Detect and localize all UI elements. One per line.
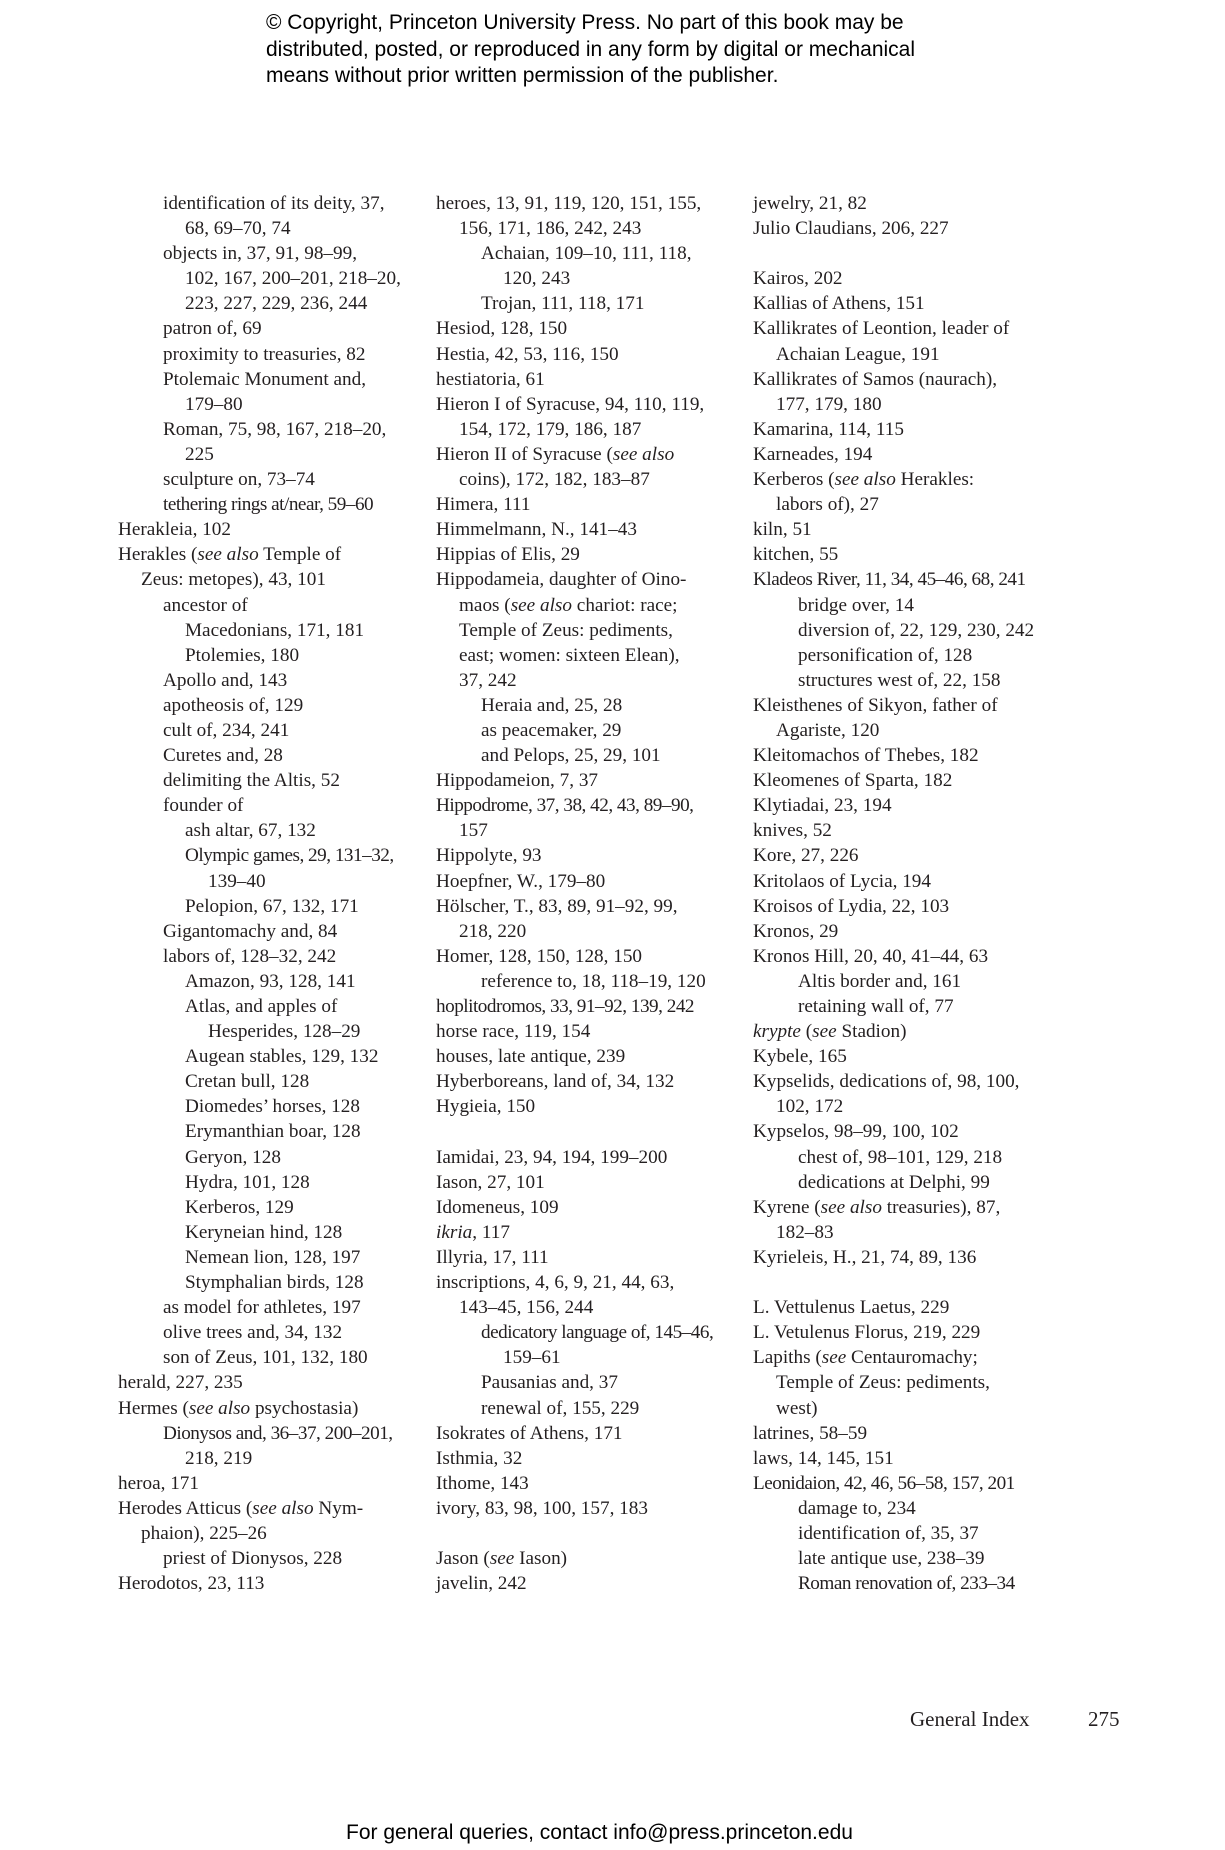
index-entry: Julio Claudians, 206, 227 xyxy=(753,218,949,240)
index-entry: diversion of, 22, 129, 230, 242 xyxy=(798,619,1035,641)
index-entry: Kroisos of Lydia, 22, 103 xyxy=(753,895,950,917)
index-entry: L. Vettulenus Laetus, 229 xyxy=(753,1297,950,1319)
index-entry: 225 xyxy=(185,443,214,465)
index-entry: Roman, 75, 98, 167, 218–20, xyxy=(163,418,387,440)
index-entry: east; women: sixteen Elean), xyxy=(459,644,680,666)
index-entry: Hippias of Elis, 29 xyxy=(436,544,580,566)
index-entry: Himmelmann, N., 141–43 xyxy=(436,519,637,541)
index-entry: Kleitomachos of Thebes, 182 xyxy=(753,745,979,767)
index-entry: Kleisthenes of Sikyon, father of xyxy=(753,694,998,716)
index-entry: Hieron II of Syracuse (see also xyxy=(436,443,675,465)
index-entry: Hoepfner, W., 179–80 xyxy=(436,870,606,892)
index-entry: phaion), 225–26 xyxy=(141,1522,267,1544)
index-entry: Kore, 27, 226 xyxy=(753,845,859,867)
index-entry: ancestor of xyxy=(163,594,248,616)
index-entry: laws, 14, 145, 151 xyxy=(753,1447,894,1469)
index-entry: Hygieia, 150 xyxy=(436,1096,536,1118)
index-entry: Kronos, 29 xyxy=(753,920,839,942)
index-entry: Herodes Atticus (see also Nym- xyxy=(118,1497,364,1519)
index-entry: Achaian, 109–10, 111, 118, xyxy=(481,243,692,265)
running-head: General Index xyxy=(910,1707,1030,1731)
index-entry: Olympic games, 29, 131–32, xyxy=(185,845,394,867)
index-entry: 102, 167, 200–201, 218–20, xyxy=(185,268,401,290)
index-entry: javelin, 242 xyxy=(436,1573,527,1595)
index-entry: knives, 52 xyxy=(753,820,832,842)
index-entry: Kronos Hill, 20, 40, 41–44, 63 xyxy=(753,945,989,967)
index-entry: inscriptions, 4, 6, 9, 21, 44, 63, xyxy=(436,1272,675,1294)
index-entry: Kypselids, dedications of, 98, 100, xyxy=(753,1071,1020,1093)
index-entry: apotheosis of, 129 xyxy=(163,694,304,716)
index-entry: Amazon, 93, 128, 141 xyxy=(185,970,356,992)
index-entry: jewelry, 21, 82 xyxy=(753,193,867,214)
index-entry: cult of, 234, 241 xyxy=(163,719,290,741)
index-entry: olive trees and, 34, 132 xyxy=(163,1322,343,1344)
copyright-line: means without prior written permission of the publisher. xyxy=(266,64,779,87)
index-entry: labors of, 128–32, 242 xyxy=(163,945,337,967)
index-entry: patron of, 69 xyxy=(163,318,262,340)
index-entry: Augean stables, 129, 132 xyxy=(185,1046,379,1068)
index-entry: Roman renovation of, 233–34 xyxy=(798,1573,1015,1595)
index-entry: coins), 172, 182, 183–87 xyxy=(459,469,650,491)
index-entry: bridge over, 14 xyxy=(798,594,914,616)
index-entry: Leonidaion, 42, 46, 56–58, 157, 201 xyxy=(753,1472,1015,1494)
index-entry: Keryneian hind, 128 xyxy=(185,1221,343,1243)
index-entry: damage to, 234 xyxy=(798,1497,916,1519)
index-entry: kitchen, 55 xyxy=(753,544,839,566)
index-entry: 218, 219 xyxy=(185,1447,253,1469)
index-entry: Hydra, 101, 128 xyxy=(185,1171,310,1193)
index-entry: ivory, 83, 98, 100, 157, 183 xyxy=(436,1497,648,1519)
index-entry: Kleomenes of Sparta, 182 xyxy=(753,770,953,792)
index-entry: proximity to treasuries, 82 xyxy=(163,343,366,365)
index-entry: founder of xyxy=(163,795,244,817)
index-entry: Isthmia, 32 xyxy=(436,1447,523,1469)
index-entry: Erymanthian boar, 128 xyxy=(185,1121,361,1143)
index-entry: Gigantomachy and, 84 xyxy=(163,920,338,942)
index-entry: Jason (see Iason) xyxy=(436,1548,568,1570)
index-entry: Idomeneus, 109 xyxy=(436,1196,559,1218)
contact-line: For general queries, contact info@press.princeton.edu xyxy=(346,1821,853,1844)
index-entry: Atlas, and apples of xyxy=(185,996,338,1017)
index-entry: Hestia, 42, 53, 116, 150 xyxy=(436,343,619,365)
index-entry: Hippodrome, 37, 38, 42, 43, 89–90, xyxy=(436,795,694,817)
index-spacer xyxy=(753,241,1073,266)
index-entry: Kallias of Athens, 151 xyxy=(753,293,925,315)
index-entry: 156, 171, 186, 242, 243 xyxy=(459,218,642,240)
index-entry: L. Vetulenus Florus, 219, 229 xyxy=(753,1322,981,1344)
index-entry: Nemean lion, 128, 197 xyxy=(185,1246,361,1268)
index-entry: latrines, 58–59 xyxy=(753,1422,868,1444)
index-entry: Kerberos, 129 xyxy=(185,1196,294,1218)
index-entry: Kybele, 165 xyxy=(753,1046,847,1068)
index-entry: 223, 227, 229, 236, 244 xyxy=(185,293,368,315)
index-entry: son of Zeus, 101, 132, 180 xyxy=(163,1347,368,1369)
index-entry: Dionysos and, 36–37, 200–201, xyxy=(163,1422,393,1444)
index-entry: Herakles (see also Temple of xyxy=(118,544,342,566)
index-entry: herald, 227, 235 xyxy=(118,1372,243,1394)
index-entry: 102, 172 xyxy=(776,1096,844,1118)
index-entry: Hyberboreans, land of, 34, 132 xyxy=(436,1071,675,1093)
index-entry: Homer, 128, 150, 128, 150 xyxy=(436,945,643,967)
index-entry: Himera, 111 xyxy=(436,494,531,516)
index-entry: late antique use, 238–39 xyxy=(798,1548,985,1570)
index-entry: houses, late antique, 239 xyxy=(436,1046,626,1068)
index-column-3 xyxy=(753,191,1073,1596)
index-entry: 120, 243 xyxy=(503,268,571,290)
index-entry: identification of, 35, 37 xyxy=(798,1522,979,1544)
index-entry: tethering rings at/near, 59–60 xyxy=(163,494,374,516)
index-entry: 218, 220 xyxy=(459,920,527,942)
index-entry: Achaian League, 191 xyxy=(776,343,940,365)
index-spacer xyxy=(436,1521,746,1546)
index-entry: as model for athletes, 197 xyxy=(163,1297,361,1319)
index-entry: as peacemaker, 29 xyxy=(481,719,622,741)
index-entry: Isokrates of Athens, 171 xyxy=(436,1422,623,1444)
index-entry: reference to, 18, 118–19, 120 xyxy=(481,970,706,992)
index-entry: Kamarina, 114, 115 xyxy=(753,418,904,440)
index-entry: Herakleia, 102 xyxy=(118,519,231,541)
index-entry: Hermes (see also psychostasia) xyxy=(118,1397,359,1419)
index-entry: Kallikrates of Samos (naurach), xyxy=(753,368,998,390)
index-entry: 37, 242 xyxy=(459,669,517,691)
index-entry: labors of), 27 xyxy=(776,494,879,516)
index-entry: Kerberos (see also Herakles: xyxy=(753,469,975,491)
index-entry: Macedonians, 171, 181 xyxy=(185,619,365,641)
index-entry: Altis border and, 161 xyxy=(798,970,962,992)
index-entry: 157 xyxy=(459,820,488,842)
index-entry: Hölscher, T., 83, 89, 91–92, 99, xyxy=(436,895,678,917)
index-entry: Kallikrates of Leontion, leader of xyxy=(753,318,1010,340)
index-entry: identification of its deity, 37, xyxy=(163,193,385,214)
index-entry: Temple of Zeus: pediments, xyxy=(459,619,673,641)
index-entry: dedicatory language of, 145–46, xyxy=(481,1322,714,1344)
index-entry: Kyrieleis, H., 21, 74, 89, 136 xyxy=(753,1246,977,1268)
index-entry: heroa, 171 xyxy=(118,1472,199,1494)
index-entry: hoplitodromos, 33, 91–92, 139, 242 xyxy=(436,996,695,1017)
index-entry: Hippodameia, daughter of Oino- xyxy=(436,569,687,591)
index-entry: 179–80 xyxy=(185,393,243,415)
index-entry: renewal of, 155, 229 xyxy=(481,1397,640,1419)
page-number: 275 xyxy=(1088,1707,1120,1731)
index-entry: dedications at Delphi, 99 xyxy=(798,1171,990,1193)
index-entry: Illyria, 17, 111 xyxy=(436,1246,549,1268)
index-entry: Hieron I of Syracuse, 94, 110, 119, xyxy=(436,393,705,415)
index-entry: horse race, 119, 154 xyxy=(436,1021,591,1043)
index-entry: Klytiadai, 23, 194 xyxy=(753,795,892,817)
index-entry: Stymphalian birds, 128 xyxy=(185,1272,364,1294)
index-entry: Kypselos, 98–99, 100, 102 xyxy=(753,1121,959,1143)
index-entry: Geryon, 128 xyxy=(185,1146,281,1168)
index-entry: Hippodameion, 7, 37 xyxy=(436,770,599,792)
index-entry: personification of, 128 xyxy=(798,644,973,666)
index-entry: Herodotos, 23, 113 xyxy=(118,1573,265,1595)
index-entry: west) xyxy=(776,1397,818,1419)
index-entry: Curetes and, 28 xyxy=(163,745,283,767)
copyright-notice xyxy=(266,10,1086,90)
copyright-line: © Copyright, Princeton University Press. No part of this book may be xyxy=(266,11,904,34)
index-entry: 177, 179, 180 xyxy=(776,393,882,415)
index-entry: objects in, 37, 91, 98–99, xyxy=(163,243,357,265)
index-entry: maos (see also chariot: race; xyxy=(459,594,678,616)
index-entry: 139–40 xyxy=(208,870,266,892)
index-entry: chest of, 98–101, 129, 218 xyxy=(798,1146,1003,1168)
index-entry: structures west of, 22, 158 xyxy=(798,669,1001,691)
index-entry: Zeus: metopes), 43, 101 xyxy=(141,569,326,591)
index-entry: Pelopion, 67, 132, 171 xyxy=(185,895,359,917)
index-entry: 159–61 xyxy=(503,1347,561,1369)
index-column-2 xyxy=(436,191,746,1596)
index-entry: Cretan bull, 128 xyxy=(185,1071,310,1093)
index-entry: priest of Dionysos, 228 xyxy=(163,1548,343,1570)
index-entry: 68, 69–70, 74 xyxy=(185,218,291,240)
index-entry: and Pelops, 25, 29, 101 xyxy=(481,745,661,767)
copyright-line: distributed, posted, or reproduced in any form by digital or mechanical xyxy=(266,37,916,61)
index-entry: Agariste, 120 xyxy=(776,719,880,741)
index-entry: kiln, 51 xyxy=(753,519,812,541)
index-entry: Hesperides, 128–29 xyxy=(208,1021,361,1043)
index-entry: heroes, 13, 91, 119, 120, 151, 155, xyxy=(436,193,702,214)
index-entry: ash altar, 67, 132 xyxy=(185,820,316,842)
index-entry: Temple of Zeus: pediments, xyxy=(776,1372,990,1394)
index-entry: delimiting the Altis, 52 xyxy=(163,770,340,792)
index-entry: Kairos, 202 xyxy=(753,268,843,290)
index-entry: Ptolemies, 180 xyxy=(185,644,300,666)
index-entry: Ithome, 143 xyxy=(436,1472,529,1494)
index-entry: 182–83 xyxy=(776,1221,834,1243)
index-entry: Ptolemaic Monument and, xyxy=(163,368,367,390)
index-spacer xyxy=(753,1270,1073,1295)
index-entry: Kritolaos of Lycia, 194 xyxy=(753,870,931,892)
index-spacer xyxy=(436,1119,746,1144)
index-entry: sculpture on, 73–74 xyxy=(163,469,315,491)
index-entry: Hippolyte, 93 xyxy=(436,845,542,867)
index-entry: 143–45, 156, 244 xyxy=(459,1297,594,1319)
index-entry: krypte (see Stadion) xyxy=(753,1021,907,1043)
index-column-1 xyxy=(118,191,418,1596)
index-entry: Kyrene (see also treasuries), 87, xyxy=(753,1196,1001,1218)
index-entry: ikria, 117 xyxy=(436,1221,510,1243)
index-entry: Apollo and, 143 xyxy=(163,669,288,691)
index-entry: Karneades, 194 xyxy=(753,443,873,465)
index-entry: Diomedes’ horses, 128 xyxy=(185,1096,360,1118)
index-entry: Pausanias and, 37 xyxy=(481,1372,618,1394)
index-entry: retaining wall of, 77 xyxy=(798,996,954,1017)
index-entry: Hesiod, 128, 150 xyxy=(436,318,568,340)
index-entry: Trojan, 111, 118, 171 xyxy=(481,293,645,315)
index-entry: Lapiths (see Centauromachy; xyxy=(753,1347,978,1369)
index-entry: Iamidai, 23, 94, 194, 199–200 xyxy=(436,1146,668,1168)
index-entry: hestiatoria, 61 xyxy=(436,368,545,390)
index-entry: Heraia and, 25, 28 xyxy=(481,694,623,716)
index-entry: Kladeos River, 11, 34, 45–46, 68, 241 xyxy=(753,569,1026,591)
index-entry: 154, 172, 179, 186, 187 xyxy=(459,418,642,440)
index-entry: Iason, 27, 101 xyxy=(436,1171,545,1193)
